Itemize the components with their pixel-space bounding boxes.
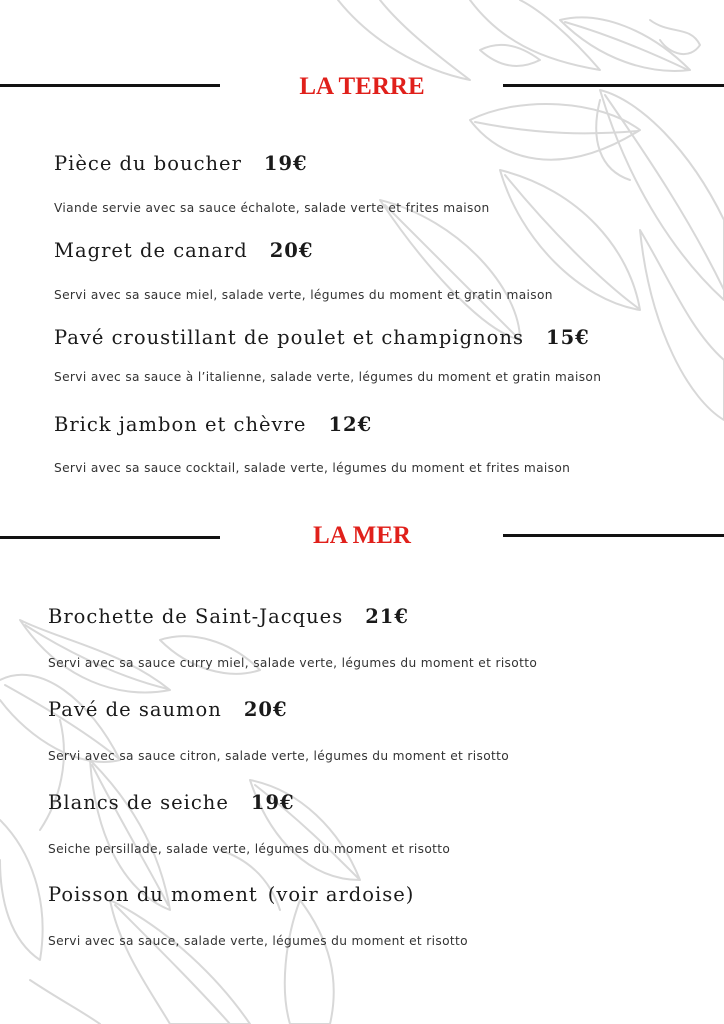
dish-price: 19€ [263, 152, 308, 175]
dish-description: Servi avec sa sauce cocktail, salade verte, légumes du moment et frites maison [54, 461, 571, 475]
dish-name: Brick jambon et chèvre [54, 413, 307, 436]
leaf-illustration [470, 0, 600, 70]
menu-item-title [54, 241, 313, 261]
dish-description: Servi avec sa sauce citron, salade verte, légumes du moment et risotto [48, 749, 510, 763]
dish-name: Blancs de seiche [48, 791, 229, 814]
leaf-illustration [380, 200, 520, 340]
dish-price: 19€ [250, 791, 295, 814]
menu-item-title [48, 607, 409, 627]
leaf-illustration [600, 90, 724, 300]
leaf-illustration [0, 820, 43, 960]
dish-price: 20€ [243, 698, 288, 721]
dish-price: 15€ [546, 326, 590, 349]
dish-name: Brochette de Saint-Jacques [48, 605, 344, 628]
dish-description: Viande servie avec sa sauce échalote, salade verte et frites maison [54, 201, 490, 215]
section-title-la-mer: LA MER [313, 522, 411, 549]
dish-price: 12€ [328, 413, 373, 436]
menu-item-title [54, 415, 372, 435]
leaf-illustration [560, 17, 690, 70]
menu-item-title [48, 793, 295, 813]
leaf-illustration [640, 230, 724, 420]
menu-item-title [54, 154, 308, 174]
dish-name: Magret de canard [54, 239, 248, 262]
dish-name: Pièce du boucher [54, 152, 242, 175]
dish-price: 21€ [365, 605, 409, 628]
dish-name: Poisson du moment [48, 883, 258, 906]
dish-price-note: (voir ardoise) [267, 883, 415, 906]
leaf-illustration [470, 104, 640, 160]
menu-item-title [48, 885, 414, 905]
dish-description: Servi avec sa sauce, salade verte, légumes du moment et risotto [48, 934, 468, 948]
leaf-illustration [338, 0, 470, 80]
dish-description: Servi avec sa sauce miel, salade verte, légumes du moment et gratin maison [54, 288, 553, 302]
dish-name: Pavé de saumon [48, 698, 222, 721]
dish-description: Seiche persillade, salade verte, légumes du moment et risotto [48, 842, 451, 856]
section-title-la-terre: LA TERRE [299, 73, 425, 100]
dish-description: Servi avec sa sauce curry miel, salade verte, légumes du moment et risotto [48, 656, 538, 670]
dish-price: 20€ [269, 239, 314, 262]
menu-item-title [54, 328, 590, 348]
dish-name: Pavé croustillant de poulet et champignons [54, 326, 524, 349]
leaf-illustration [285, 900, 334, 1024]
menu-item-title [48, 700, 288, 720]
leaf-illustration [110, 900, 250, 1024]
dish-description: Servi avec sa sauce à l’italienne, salade verte, légumes du moment et gratin maison [54, 370, 602, 384]
